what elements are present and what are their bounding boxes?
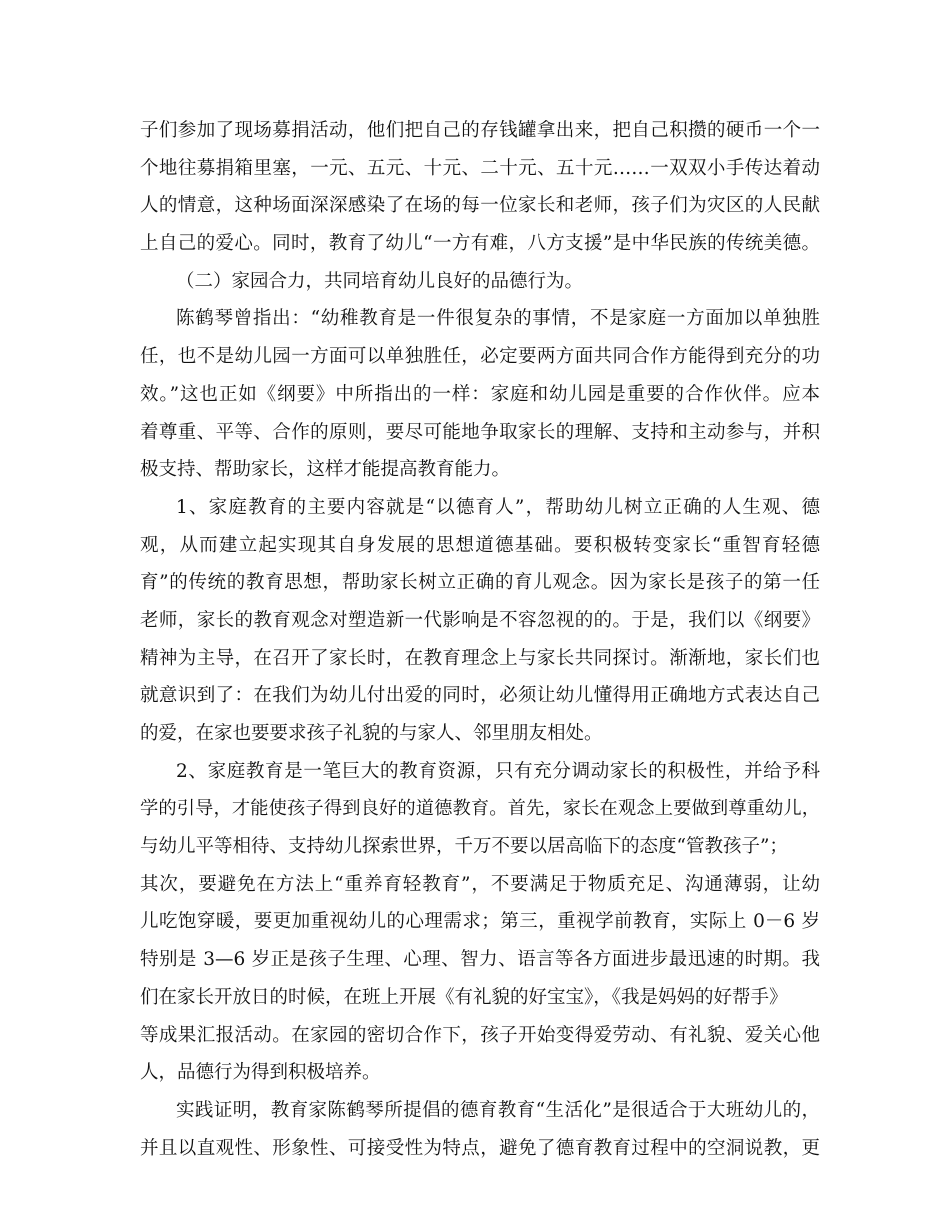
text-line: 人，品德行为得到积极培养。: [140, 1062, 381, 1084]
text-line: （二）家园合力，共同培育幼儿良好的品德行为。: [176, 270, 584, 292]
text-line: 特别是 3—6 岁正是孩子生理、心理、智力、语言等各方面进步最迅速的时期。我: [140, 949, 820, 971]
text-line: 与幼儿平等相待、支持幼儿探索世界，千万不要以居高临下的态度“管教孩子”；: [140, 836, 788, 858]
text-line: 着尊重、平等、合作的原则，要尽可能地争取家长的理解、支持和主动参与，并积: [140, 421, 820, 443]
text-line: 们在家长开放日的时候，在班上开展《有礼貌的好宝宝》，《我是妈妈的好帮手》: [140, 986, 788, 1008]
text-line: 效。”这也正如《纲要》中所指出的一样：家庭和幼儿园是重要的合作伙伴。应本: [140, 383, 820, 405]
text-line: 其次，要避免在方法上“重养育轻教育”，不要满足于物质充足、沟通薄弱，让幼: [140, 873, 820, 895]
text-line: 子们参加了现场募捐活动，他们把自己的存钱罐拿出来，把自己积攒的硬币一个一: [140, 120, 820, 141]
text-line: 极支持、帮助家长，这样才能提高教育能力。: [140, 459, 511, 481]
text-line: 陈鹤琴曾指出：“幼稚教育是一件很复杂的事情，不是家庭一方面加以单独胜: [176, 308, 820, 330]
text-line: 学的引导，才能使孩子得到良好的道德教育。首先，家长在观念上要做到尊重幼儿，: [140, 798, 820, 820]
text-line: 育”的传统的教育思想，帮助家长树立正确的育儿观念。因为家长是孩子的第一任: [140, 572, 820, 594]
paragraph: [140, 1092, 820, 1167]
text-line: 并且以直观性、形象性、可接受性为特点，避免了德育教育过程中的空洞说教，更: [140, 1137, 820, 1159]
text-line: 等成果汇报活动。在家园的密切合作下，孩子开始变得爱劳动、有礼貌、爱关心他: [140, 1024, 820, 1046]
text-line: 老师，家长的教育观念对塑造新一代影响是不容忽视的的。于是，我们以《纲要》: [140, 609, 820, 631]
text-line: 上自己的爱心。同时，教育了幼儿“一方有难，八方支援”是中华民族的传统美德。: [140, 233, 820, 255]
text-line: 精神为主导，在召开了家长时，在教育理念上与家长共同探讨。渐渐地，家长们也: [140, 647, 820, 669]
text-line: 人的情意，这种场面深深感染了在场的每一位家长和老师，孩子们为灾区的人民献: [140, 195, 820, 217]
text-line: 2、家庭教育是一笔巨大的教育资源，只有充分调动家长的积极性，并给予科: [176, 760, 820, 782]
text-line: 就意识到了：在我们为幼儿付出爱的同时，必须让幼儿懂得用正确地方式表达自己: [140, 685, 820, 707]
paragraph: [140, 753, 820, 1092]
text-line: 任，也不是幼儿园一方面可以单独胜任，必定要两方面共同合作方能得到充分的功: [140, 346, 820, 368]
text-line: 实践证明，教育家陈鹤琴所提倡的德育教育“生活化”是很适合于大班幼儿的，: [176, 1099, 820, 1121]
paragraph: [140, 489, 820, 753]
document-body: [140, 112, 820, 1167]
text-line: 个地往募捐箱里塞，一元、五元、十元、二十元、五十元……一双双小手传达着动: [140, 157, 820, 179]
paragraph: [140, 300, 820, 488]
section-heading: [140, 263, 820, 301]
text-line: 观，从而建立起实现其自身发展的思想道德基础。要积极转变家长“重智育轻德: [140, 534, 820, 556]
paragraph: [140, 112, 820, 263]
text-line: 儿吃饱穿暖，要更加重视幼儿的心理需求；第三，重视学前教育，实际上 0－6 岁: [140, 911, 820, 933]
text-line: 的爱，在家也要要求孩子礼貌的与家人、邻里朋友相处。: [140, 723, 603, 744]
text-line: 1、家庭教育的主要内容就是“以德育人”，帮助幼儿树立正确的人生观、德: [176, 496, 820, 518]
